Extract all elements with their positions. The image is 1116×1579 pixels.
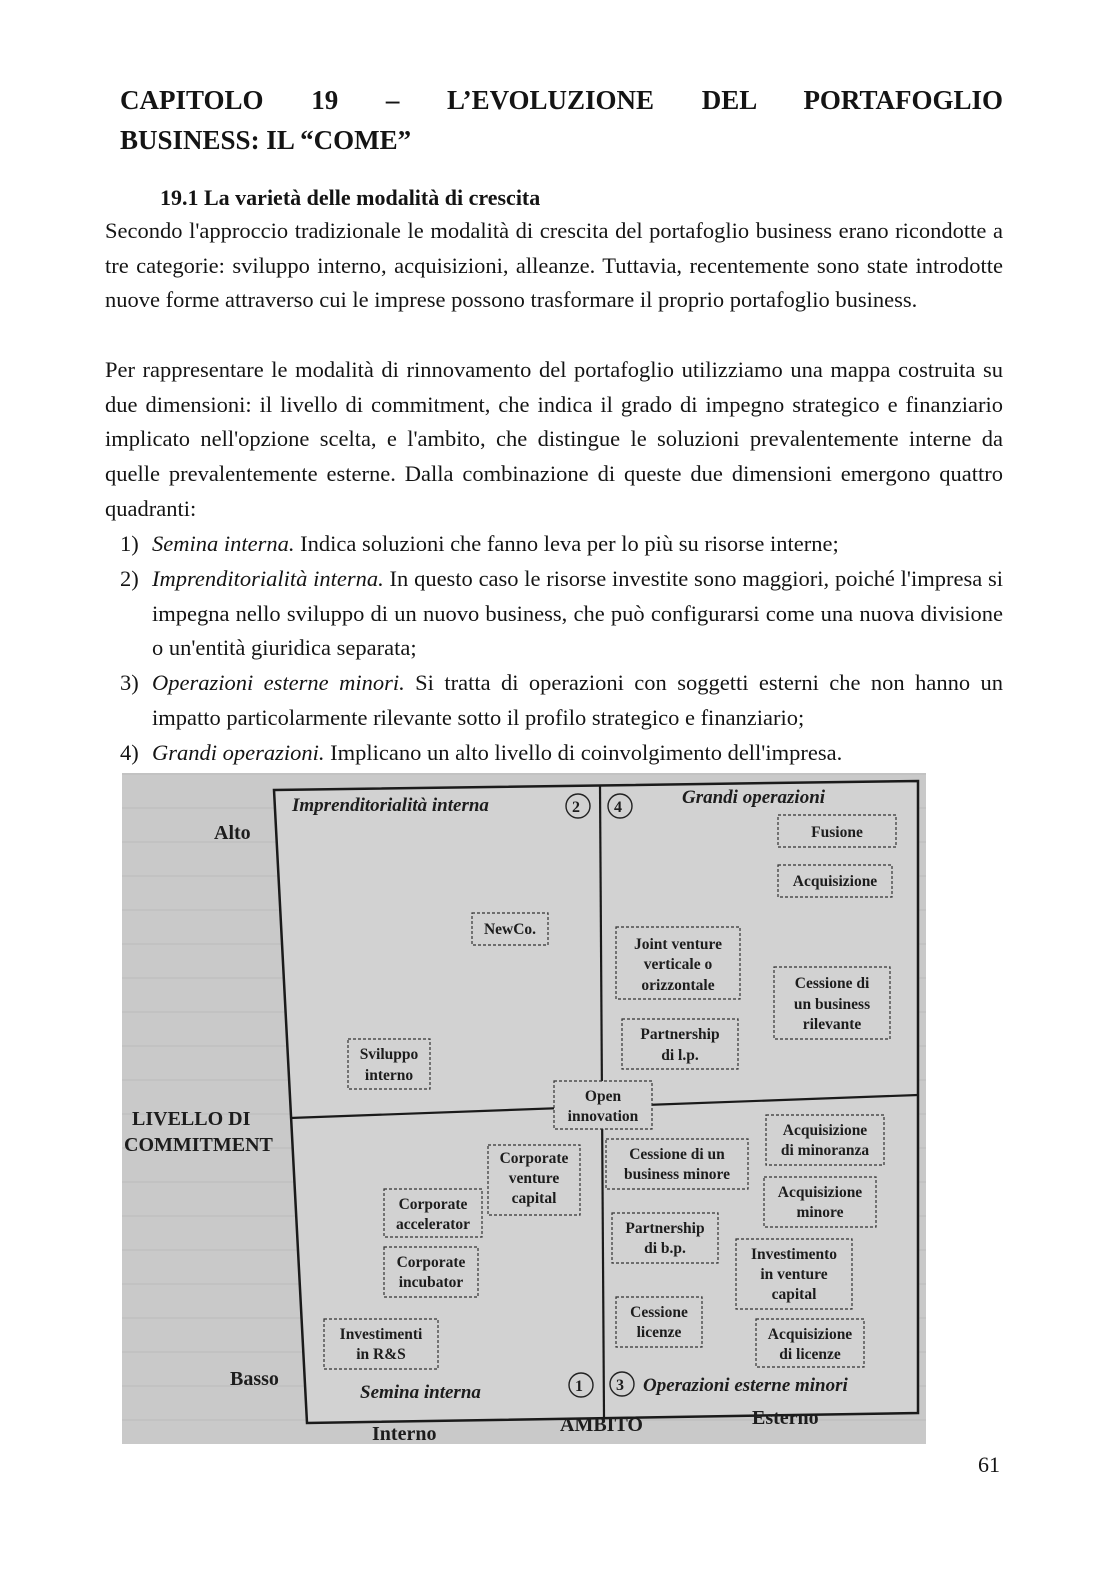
chapter-title-line2: BUSINESS: IL “COME” (120, 125, 412, 155)
list-text: Indica soluzioni che fanno leva per lo più su risorse interne; (294, 531, 839, 556)
axis-high-label: Alto (214, 822, 251, 844)
quadrant-title-q2: Imprenditorialità interna (292, 795, 489, 816)
axis-low-label: Basso (230, 1368, 279, 1390)
quadrant-number-4: 4 (614, 799, 622, 816)
box-line: capital (771, 1286, 817, 1303)
list-number: 4) (120, 740, 139, 765)
y-axis-label-line2: COMMITMENT (124, 1134, 273, 1156)
list-term: Semina interna. (152, 531, 295, 556)
paragraph-2: Per rappresentare le modalità di rinnovamento del portafoglio utilizziamo una mappa costruita su due dimensioni: il livello di commitment, che indica il grado di impegno strategico e finanziario implicato nell'opzione scelta, e l'ambito, che distingue le soluzioni prevalentemente interne da quelle prevalentemente esterne. Dalla combinazione di queste due dimensioni emergono quattro quadranti: (105, 357, 1003, 521)
box-line: di licenze (779, 1346, 841, 1363)
chapter-title-line1: CAPITOLO 19 – L’EVOLUZIONE DEL PORTAFOGLIO (120, 85, 1003, 115)
box-line: Acquisizione (767, 1326, 853, 1343)
box-line: Cessione di un (629, 1146, 725, 1163)
box-line: Joint venture (634, 936, 722, 953)
box-line: in R&S (356, 1346, 406, 1363)
box-line: accelerator (396, 1216, 470, 1233)
box-line: di minoranza (780, 1142, 870, 1159)
box-line: Cessione (630, 1304, 688, 1321)
paragraph-1: Secondo l'approccio tradizionale le modalità di crescita del portafoglio business erano ricondotte a tre categorie: sviluppo interno, acquisizioni, alleanze. Tuttavia, recentemente sono state introdotte nuove forme attraverso cui le imprese possono trasformare il proprio portafoglio business. (105, 218, 1003, 313)
list-term: Operazioni esterne minori. (152, 670, 405, 695)
box-line: licenze (636, 1324, 682, 1341)
page-number: 61 (978, 1452, 1000, 1477)
box-line: in venture (760, 1266, 828, 1283)
box-line: interno (364, 1067, 414, 1084)
quadrant-number-1: 1 (575, 1378, 583, 1395)
box-line: rilevante (802, 1016, 862, 1033)
box-line: verticale o (643, 956, 713, 973)
box-line: Partnership (640, 1026, 720, 1043)
box-line: innovation (567, 1108, 639, 1125)
section-heading: 19.1 La varietà delle modalità di crescita (160, 185, 541, 210)
quadrant-number-3: 3 (616, 1377, 624, 1394)
box-line: Corporate (396, 1254, 466, 1271)
box-line: NewCo. (483, 921, 537, 938)
list-text: Si tratta di operazioni con soggetti esterni che non hanno un impatto particolarmente rilevante sotto il profilo strategico e finanziario; (152, 670, 1004, 730)
quadrant-title-q1: Semina interna (360, 1382, 481, 1403)
x-axis-external-label: Esterno (752, 1407, 819, 1429)
growth-modes-map-figure (122, 773, 926, 1444)
box-line: Open (584, 1088, 622, 1105)
box-open-innovation (554, 1081, 652, 1129)
box-line: Investimento (750, 1246, 838, 1263)
box-line: capital (511, 1190, 557, 1207)
list-text: In questo caso le risorse investite sono maggiori, poiché l'impresa si impegna nello sviluppo di un nuovo business, che può configurarsi come una nuova divisione o un'entità giuridica separata; (152, 566, 1003, 661)
x-axis-internal-label: Interno (372, 1423, 437, 1444)
box-line: Acquisizione (777, 1184, 863, 1201)
box-line: minore (796, 1204, 844, 1221)
list-text: Implicano un alto livello di coinvolgimento dell'impresa. (324, 740, 843, 765)
x-axis-label: AMBITO (560, 1414, 643, 1436)
box-line: Acquisizione (782, 1122, 868, 1139)
box-line: Corporate (499, 1150, 569, 1167)
box-line: di l.p. (661, 1047, 699, 1064)
growth-modes-map (122, 773, 926, 1444)
box-line: Corporate (398, 1196, 468, 1213)
list-term: Imprenditorialità interna. (152, 566, 384, 591)
box-line: Acquisizione (792, 873, 878, 890)
box-line: Partnership (625, 1220, 705, 1237)
box-line: un business (793, 996, 871, 1013)
box-line: venture (508, 1170, 560, 1187)
box-line: Cessione di (794, 975, 870, 992)
box-line: Sviluppo (359, 1046, 419, 1063)
list-number: 3) (120, 670, 139, 695)
quadrant-number-2: 2 (572, 799, 580, 816)
box-line: di b.p. (644, 1240, 686, 1257)
box-line: Investimenti (339, 1326, 423, 1343)
box-line: orizzontale (641, 977, 715, 994)
quadrant-title-q4: Grandi operazioni (682, 787, 826, 808)
list-number: 1) (120, 531, 139, 556)
box-line: Fusione (811, 824, 863, 841)
box-line: incubator (398, 1274, 464, 1291)
y-axis-label-line1: LIVELLO DI (132, 1108, 251, 1130)
box-line: business minore (623, 1166, 731, 1183)
quadrant-title-q3: Operazioni esterne minori (643, 1375, 848, 1396)
list-number: 2) (120, 566, 139, 591)
list-term: Grandi operazioni. (152, 740, 325, 765)
